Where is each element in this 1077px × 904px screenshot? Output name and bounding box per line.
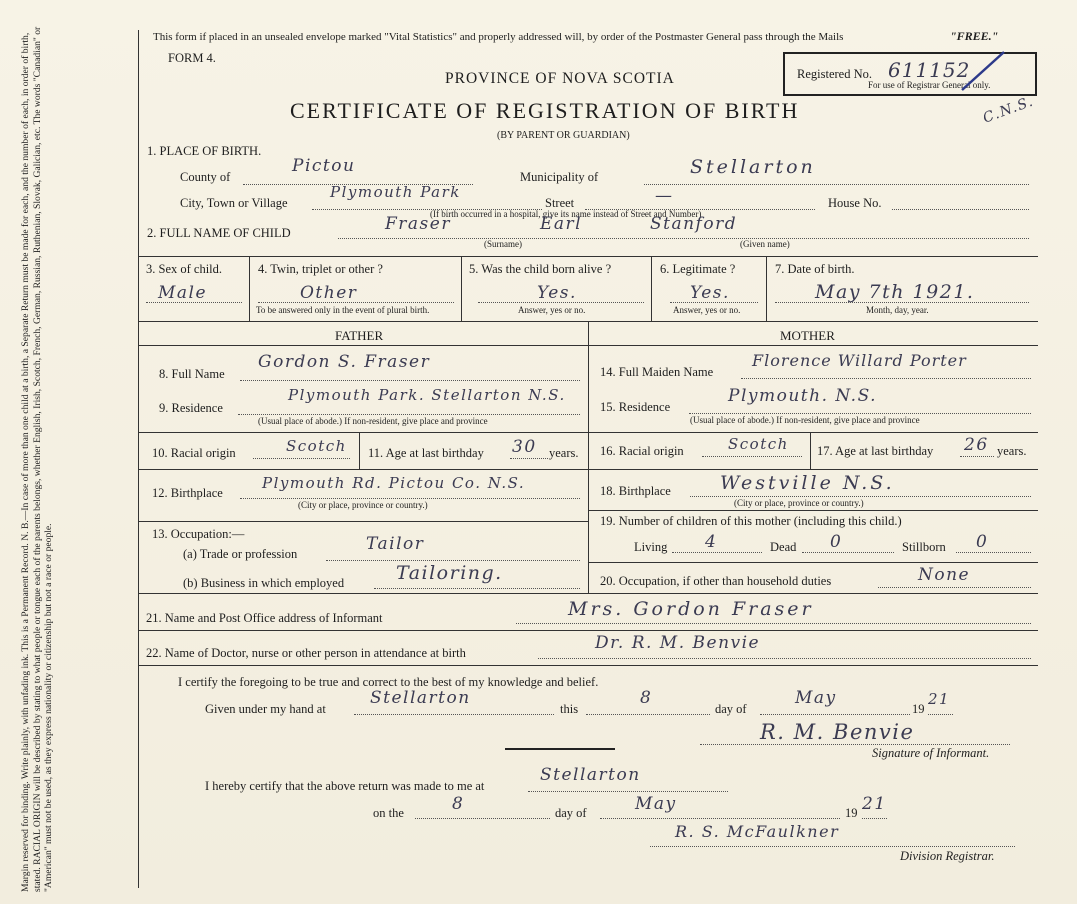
father-race-value: Scotch [286,437,347,455]
given-under-label: Given under my hand at [205,702,326,716]
hospital-note: (If birth occurred in a hospital, give its name instead of Street and Number) [430,209,702,219]
mother-name-label: 14. Full Maiden Name [600,365,714,379]
given-month-value: May [795,688,837,708]
child-given-1: Earl [540,214,583,234]
day-of-label: day of [715,702,747,716]
given-year-prefix: 19 [912,702,925,716]
this-label: this [560,702,579,716]
county-label: County of [180,170,231,184]
child-surname: Fraser [385,214,451,234]
child-name-label: 2. FULL NAME OF CHILD [147,226,291,240]
father-name-label: 8. Full Name [159,367,225,381]
father-name-value: Gordon S. Fraser [258,352,431,372]
registrar-year-prefix: 19 [845,806,858,820]
mother-years-label: years. [997,444,1027,458]
registrar-day-value: 8 [452,794,465,814]
date-value: May 7th 1921. [815,281,975,303]
margin-instructions: Margin reserved for binding. Write plainly, with unfading ink. This is a Permanent Record. N. B.—In case of more than one child at a birth, a Separate Return must be made for each, and the number of each, in order of birth, stated. RACIAL ORIGIN will be described by stating to what people or tongue each of the parents belongs, whether English, Irish, Scotch, French, German, Russian, Ruthenian, Slovak, Galician, etc. The words "Canadian" or "American" must not be used, as they express nationality or citizenship but not a race or people. [20,26,55,892]
doctor-value: Dr. R. M. Benvie [595,633,761,653]
province-heading: PROVINCE OF NOVA SCOTIA [445,70,675,87]
mother-birthplace-label: 18. Birthplace [600,484,671,498]
free-label: "FREE." [950,29,999,43]
municipality-value: Stellarton [690,156,816,178]
stillborn-label: Stillborn [902,540,946,554]
father-trade-value: Tailor [366,534,425,554]
place-section-label: 1. PLACE OF BIRTH. [147,144,262,158]
stillborn-value: 0 [976,532,989,552]
mother-residence-value: Plymouth. N.S. [728,386,878,406]
informant-signature: R. M. Benvie [760,720,915,744]
mother-race-value: Scotch [728,435,789,453]
father-birthplace-value: Plymouth Rd. Pictou Co. N.S. [262,474,526,492]
house-label: House No. [828,196,882,210]
registrar-place-value: Stellarton [540,765,641,785]
informant-signature-caption: Signature of Informant. [872,746,990,760]
sex-value: Male [158,283,208,303]
twin-note: To be answered only in the event of plural birth. [256,305,430,315]
father-residence-label: 9. Residence [159,401,223,415]
mother-heading: MOTHER [780,328,835,343]
dead-label: Dead [770,540,797,554]
given-year-suffix: 21 [928,690,951,708]
mother-residence-note: (Usual place of abode.) If non-resident, give place and province [690,415,920,425]
father-heading: FATHER [335,328,384,343]
mother-occupation-value: None [918,565,971,585]
legitimate-label: 6. Legitimate ? [660,262,736,276]
father-age-label: 11. Age at last birthday [368,446,484,460]
living-value: 4 [705,532,718,552]
mother-birthplace-note: (City or place, province or country.) [734,498,864,508]
legitimate-note: Answer, yes or no. [673,305,741,315]
mail-notice: This form if placed in an unsealed envelope marked "Vital Statistics" and properly addressed will, by order of the Postmaster General pass through the Mails [153,31,844,43]
municipality-label: Municipality of [520,170,599,184]
father-occupation-label: 13. Occupation:— [152,527,245,541]
certificate-subtitle: (BY PARENT OR GUARDIAN) [497,130,630,141]
given-caption: (Given name) [740,239,790,249]
check-mark-icon [958,48,1008,98]
sex-label: 3. Sex of child. [146,262,223,276]
informant-label: 21. Name and Post Office address of Informant [146,611,383,625]
dead-value: 0 [830,532,843,552]
street-value: — [655,186,674,206]
date-label: 7. Date of birth. [775,262,855,276]
father-birthplace-label: 12. Birthplace [152,486,223,500]
mother-name-value: Florence Willard Porter [752,351,967,370]
registrar-signature-caption: Division Registrar. [900,849,995,863]
surname-caption: (Surname) [484,239,522,249]
city-value: Plymouth Park [330,183,461,201]
child-given-2: Stanford [650,214,738,234]
registered-label: Registered No. [797,67,872,81]
city-label: City, Town or Village [180,196,288,210]
stamp-mark: C.N.S. [980,93,1037,127]
alive-note: Answer, yes or no. [518,305,586,315]
registrar-year-suffix: 21 [862,794,887,814]
certificate-title: CERTIFICATE OF REGISTRATION OF BIRTH [290,98,800,123]
father-race-label: 10. Racial origin [152,446,236,460]
registered-number: 611152 [888,58,971,82]
given-place-value: Stellarton [370,688,471,708]
mother-children-label: 19. Number of children of this mother (including this child.) [600,514,902,528]
registrar-day-of-label: day of [555,806,587,820]
margin-rule [138,30,139,888]
certify-statement: I certify the foregoing to be true and correct to the best of my knowledge and belief. [178,675,599,689]
mother-occupation-label: 20. Occupation, if other than household duties [600,574,832,588]
alive-value: Yes. [537,283,577,303]
informant-value: Mrs. Gordon Fraser [568,598,814,620]
mother-birthplace-value: Westville N.S. [720,472,895,494]
living-label: Living [634,540,668,554]
mother-residence-label: 15. Residence [600,400,671,414]
father-age-value: 30 [512,437,537,457]
date-note: Month, day, year. [866,305,929,315]
registrar-statement: I hereby certify that the above return was made to me at [205,779,485,793]
father-business-value: Tailoring. [396,562,503,584]
legitimate-value: Yes. [690,283,730,303]
father-trade-label: (a) Trade or profession [183,547,298,561]
mother-age-label: 17. Age at last birthday [817,444,934,458]
father-business-label: (b) Business in which employed [183,576,345,590]
mother-age-value: 26 [964,435,989,455]
doctor-label: 22. Name of Doctor, nurse or other person in attendance at birth [146,646,466,660]
given-day-value: 8 [640,688,653,708]
form-number: FORM 4. [168,51,216,65]
father-residence-value: Plymouth Park. Stellarton N.S. [288,386,566,404]
on-the-label: on the [373,806,404,820]
father-birthplace-note: (City or place, province or country.) [298,500,428,510]
registrar-signature: R. S. McFaulkner [675,822,840,841]
alive-label: 5. Was the child born alive ? [469,262,612,276]
father-years-label: years. [549,446,579,460]
twin-label: 4. Twin, triplet or other ? [258,262,383,276]
father-residence-note: (Usual place of abode.) If non-resident, give place and province [258,416,488,426]
twin-value: Other [300,283,358,303]
registrar-month-value: May [635,794,677,814]
registrar-use-note: For use of Registrar General only. [868,80,991,90]
street-label: Street [545,196,575,210]
mother-race-label: 16. Racial origin [600,444,684,458]
county-value: Pictou [292,156,356,176]
